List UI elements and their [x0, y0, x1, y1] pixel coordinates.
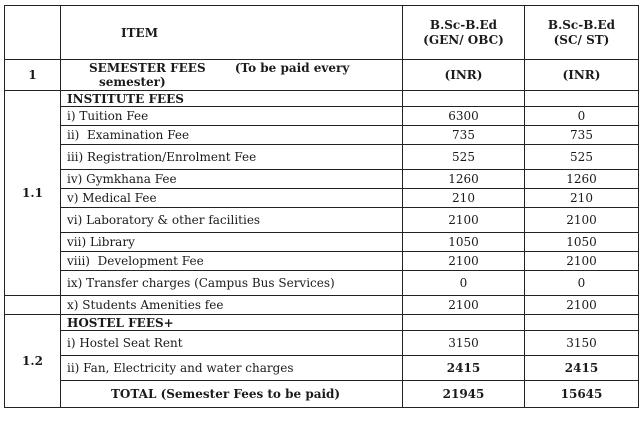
total-row: [5, 381, 639, 408]
header-sc-st: [525, 6, 639, 60]
table-row: [5, 252, 639, 271]
header-gen-obc: [403, 6, 525, 60]
fee-item: ii) Examination Fee: [61, 126, 403, 145]
fee-item: ix) Transfer charges (Campus Bus Services): [61, 271, 403, 296]
fee-gen: 735: [403, 126, 525, 145]
hostel-heading-gen: [403, 315, 525, 331]
institute-heading-row: [5, 91, 639, 107]
fee-sc: 525: [525, 145, 639, 170]
fee-gen: 1050: [403, 233, 525, 252]
header-row: [5, 6, 639, 60]
header-gen-line1: B.Sc-B.Ed: [429, 17, 498, 32]
table-row: [5, 107, 639, 126]
fee-gen: 0: [403, 271, 525, 296]
table-row: [5, 233, 639, 252]
fee-sc: 1050: [525, 233, 639, 252]
fee-gen: 1260: [403, 170, 525, 189]
fee-sc: 3150: [525, 331, 639, 356]
total-sc: 15645: [525, 381, 639, 408]
header-sc-line1: B.Sc-B.Ed: [547, 17, 616, 32]
amenities-number-cell: [5, 296, 61, 315]
semester-unit-gen: (INR): [403, 60, 525, 91]
institute-heading-gen: [403, 91, 525, 107]
fee-sc: 735: [525, 126, 639, 145]
fee-sc: 0: [525, 271, 639, 296]
table-row: [5, 208, 639, 233]
hostel-heading-sc: [525, 315, 639, 331]
semester-label: [61, 60, 403, 91]
fee-item: iv) Gymkhana Fee: [61, 170, 403, 189]
fee-item: ii) Fan, Electricity and water charges: [61, 356, 403, 381]
fee-gen: 6300: [403, 107, 525, 126]
total-gen: 21945: [403, 381, 525, 408]
fee-gen: 210: [403, 189, 525, 208]
fee-item: viii) Development Fee: [61, 252, 403, 271]
fee-gen: 2100: [403, 296, 525, 315]
fee-sc: 210: [525, 189, 639, 208]
table-row: [5, 170, 639, 189]
table-row: [5, 126, 639, 145]
fee-sc: 2100: [525, 296, 639, 315]
fee-sc: 2100: [525, 208, 639, 233]
table-row: [5, 271, 639, 296]
header-sc-line2: (SC/ ST): [553, 32, 610, 47]
fee-sc: 2100: [525, 252, 639, 271]
semester-label-line1: SEMESTER FEES (To be paid every: [89, 61, 350, 75]
amenities-row: [5, 296, 639, 315]
institute-heading: INSTITUTE FEES: [61, 91, 403, 107]
header-item: ITEM: [61, 6, 403, 60]
fee-item: iii) Registration/Enrolment Fee: [61, 145, 403, 170]
semester-unit-sc: (INR): [525, 60, 639, 91]
fee-structure-document: [4, 5, 638, 430]
hostel-heading: HOSTEL FEES+: [61, 315, 403, 331]
fee-item: i) Hostel Seat Rent: [61, 331, 403, 356]
fee-item: v) Medical Fee: [61, 189, 403, 208]
table-row: [5, 331, 639, 356]
table-row: [5, 189, 639, 208]
institute-number: 1.1: [5, 91, 61, 296]
fee-table: [4, 5, 639, 408]
fee-gen: 2100: [403, 252, 525, 271]
semester-label-line2: semester): [99, 75, 166, 89]
header-number-cell: [5, 6, 61, 60]
semester-row: [5, 60, 639, 91]
hostel-number: 1.2: [5, 315, 61, 408]
fee-sc: 0: [525, 107, 639, 126]
fee-gen: 3150: [403, 331, 525, 356]
fee-gen: 525: [403, 145, 525, 170]
table-row: [5, 145, 639, 170]
fee-sc: 1260: [525, 170, 639, 189]
fee-item: i) Tuition Fee: [61, 107, 403, 126]
fee-item: x) Students Amenities fee: [61, 296, 403, 315]
fee-gen: 2415: [403, 356, 525, 381]
semester-number: 1: [5, 60, 61, 91]
hostel-heading-row: [5, 315, 639, 331]
table-row: [5, 356, 639, 381]
fee-gen: 2100: [403, 208, 525, 233]
fee-item: vii) Library: [61, 233, 403, 252]
total-label: TOTAL (Semester Fees to be paid): [61, 381, 403, 408]
institute-heading-sc: [525, 91, 639, 107]
header-gen-line2: (GEN/ OBC): [423, 32, 504, 47]
fee-sc: 2415: [525, 356, 639, 381]
fee-item: vi) Laboratory & other facilities: [61, 208, 403, 233]
